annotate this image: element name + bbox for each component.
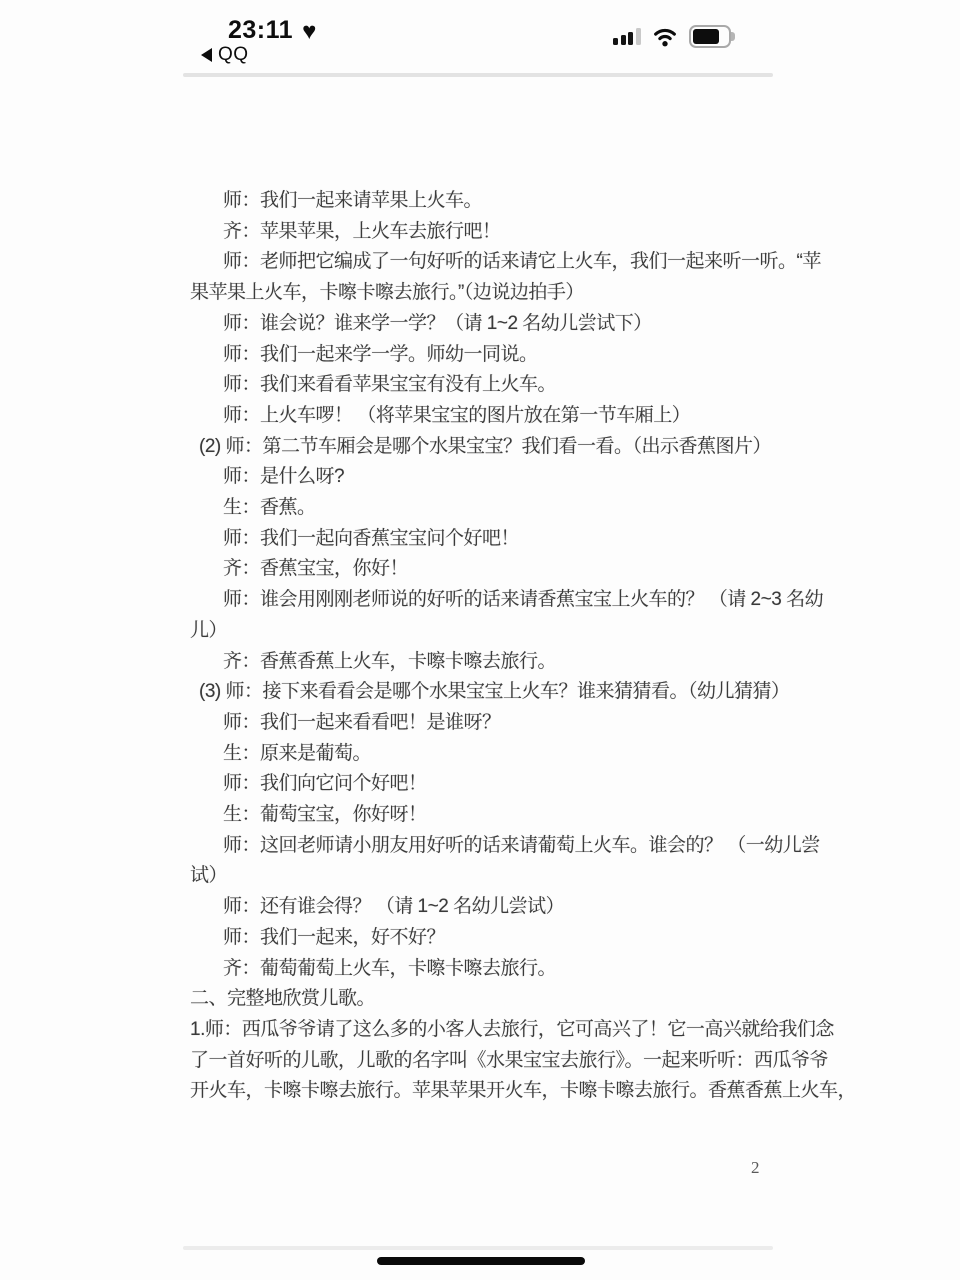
status-bar-right (613, 25, 735, 48)
doc-line: 齐：香蕉香蕉上火车，卡嚓卡嚓去旅行。 (223, 650, 557, 672)
doc-line: 齐：葡萄葡萄上火车，卡嚓卡嚓去旅行。 (223, 957, 557, 979)
doc-line: 试） (190, 865, 228, 887)
doc-line: 师：老师把它编成了一句好听的话来请它上火车，我们一起来听一听。“苹 (223, 251, 821, 273)
doc-line: 1.师：西瓜爷爷请了这么多的小客人去旅行，它可高兴了！它一高兴就给我们念 (190, 1018, 834, 1040)
doc-line: 生：葡萄宝宝，你好呀！ (223, 804, 427, 826)
doc-line: 师：我们一起来，好不好？ (223, 926, 446, 948)
doc-line: 二、完整地欣赏儿歌。 (190, 988, 376, 1010)
doc-line: 师：我们一起来看看吧！是谁呀？ (223, 711, 501, 733)
back-to-app-button[interactable] (201, 44, 249, 66)
wifi-icon (651, 26, 679, 47)
doc-line: (3) 师：接下来看看会是哪个水果宝宝上火车？谁来猜猜看。（幼儿猜猜） (199, 681, 790, 703)
doc-line: 齐：苹果苹果，上火车去旅行吧！ (223, 220, 501, 242)
doc-line: 了一首好听的儿歌，儿歌的名字叫《水果宝宝去旅行》。一起来听听：西瓜爷爷 (190, 1049, 829, 1071)
clock-time: 23:11 (228, 16, 294, 44)
page-bottom-divider (183, 1246, 773, 1250)
doc-line: 师：谁会说？谁来学一学？（请 1~2 名幼儿尝试下） (223, 312, 652, 334)
page-number: 2 (751, 1158, 760, 1177)
doc-line: 师：我们向它问个好吧！ (223, 773, 427, 795)
doc-line: 师：我们一起向香蕉宝宝问个好吧！ (223, 527, 520, 549)
cellular-signal-icon (613, 28, 641, 45)
heart-icon: ♥ (302, 17, 317, 45)
doc-line: 师：我们一起来学一学。师幼一同说。 (223, 343, 538, 365)
doc-line: (2) 师：第二节车厢会是哪个水果宝宝？我们看一看。（出示香蕉图片） (199, 435, 772, 457)
doc-line: 师：这回老师请小朋友用好听的话来请葡萄上火车。谁会的？ （一幼儿尝 (223, 834, 820, 856)
back-arrow-icon (201, 48, 212, 62)
status-bar-left (228, 16, 316, 45)
doc-line: 果苹果上火车，卡嚓卡嚓去旅行。”（边说边拍手） (190, 282, 584, 304)
status-bar-divider (183, 73, 773, 77)
doc-line: 开火车，卡嚓卡嚓去旅行。苹果苹果开火车，卡嚓卡嚓去旅行。香蕉香蕉上火车， (190, 1080, 857, 1102)
doc-line: 师：还有谁会得？ （请 1~2 名幼儿尝试） (223, 896, 565, 918)
doc-line: 师：我们一起来请苹果上火车。 (223, 190, 483, 211)
doc-line: 生：原来是葡萄。 (223, 742, 372, 764)
doc-line: 儿） (190, 619, 228, 641)
home-indicator-bar[interactable] (377, 1257, 585, 1265)
doc-line: 生：香蕉。 (223, 497, 316, 519)
doc-line: 师：我们来看看苹果宝宝有没有上火车。 (223, 374, 557, 396)
back-app-label: QQ (218, 44, 249, 65)
battery-icon (689, 25, 735, 48)
document-page (190, 186, 857, 1107)
doc-line: 师：谁会用刚刚老师说的好听的话来请香蕉宝宝上火车的？ （请 2~3 名幼 (223, 589, 824, 611)
doc-line: 师：上火车啰！ （将苹果宝宝的图片放在第一节车厢上） (223, 404, 691, 426)
doc-line: 师：是什么呀? (223, 466, 345, 488)
doc-line: 齐：香蕉宝宝，你好！ (223, 558, 409, 580)
